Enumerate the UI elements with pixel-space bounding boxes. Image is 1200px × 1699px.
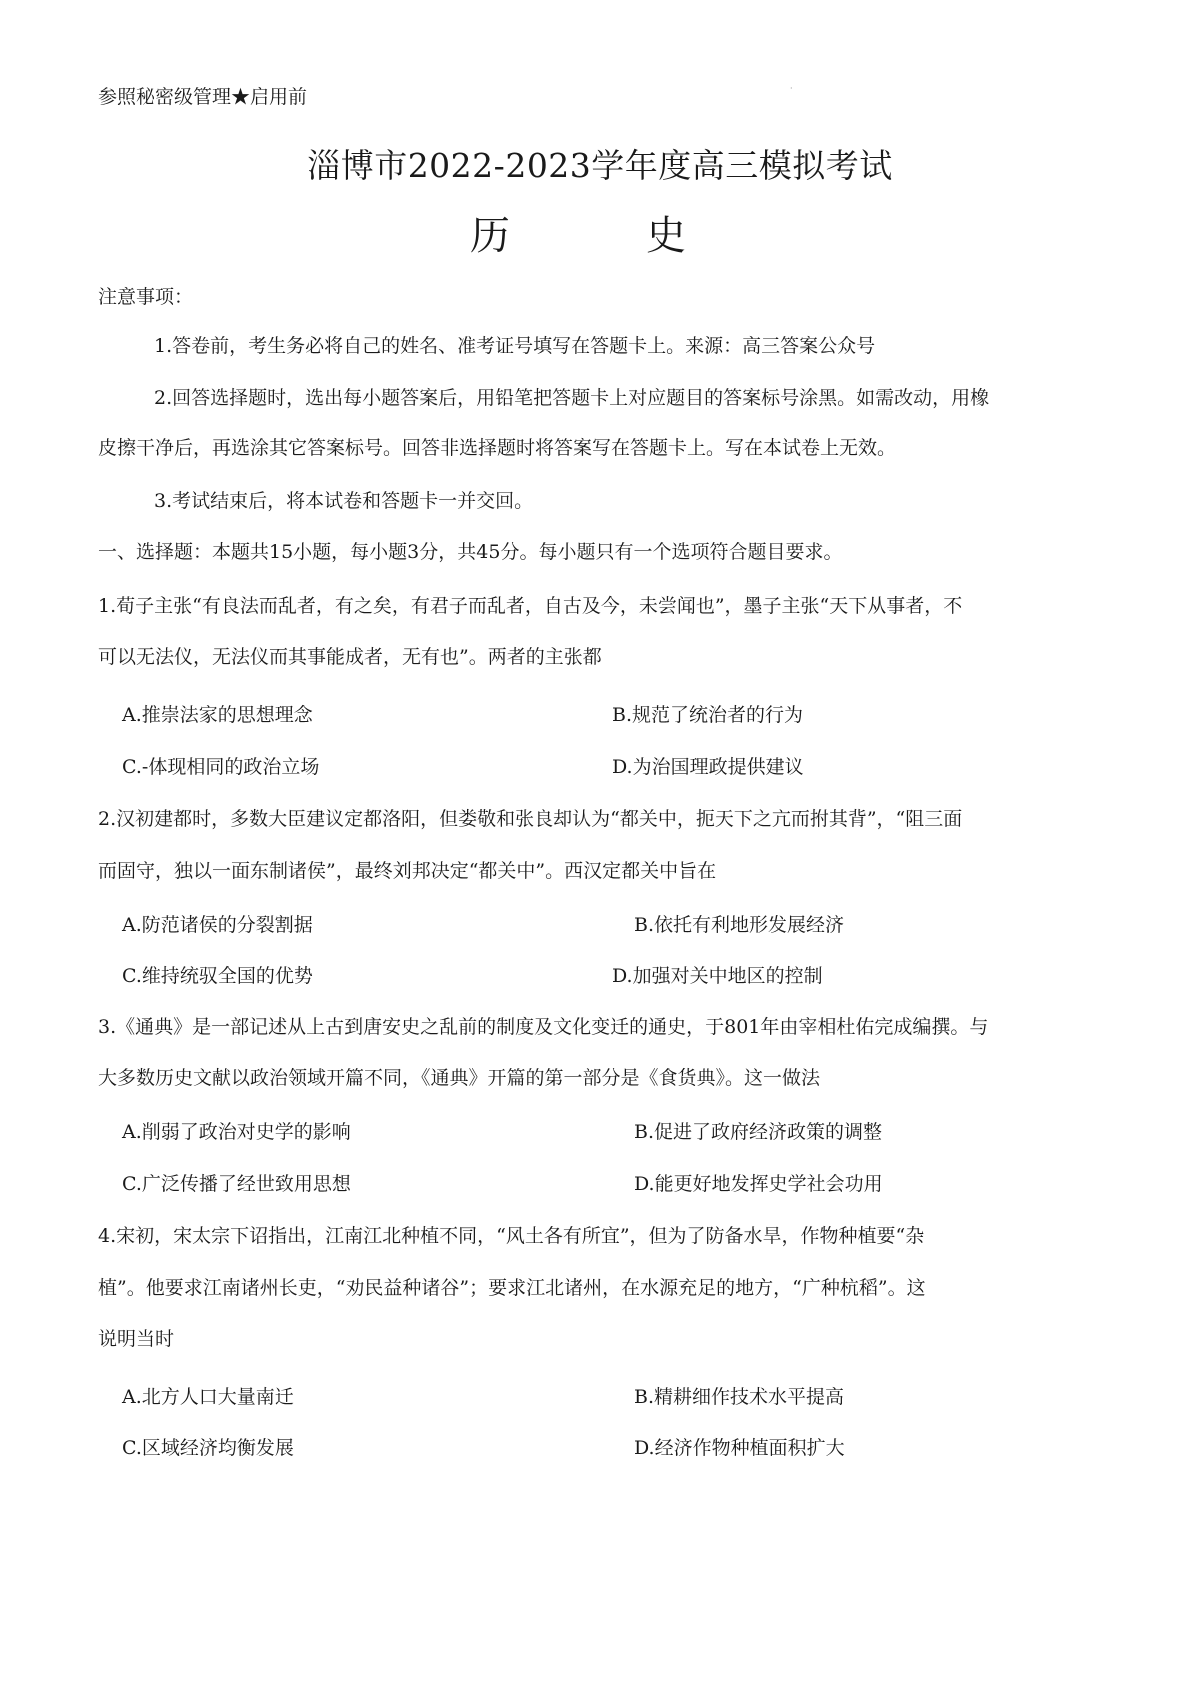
notice-item: 皮擦干净后，再选涂其它答案标号。回答非选择题时将答案写在答题卡上。写在本试卷上无效。 <box>98 437 897 459</box>
subject-char-right: 史 <box>646 213 686 259</box>
question-2-option-a: A.防范诸侯的分裂割据 <box>122 914 313 936</box>
notice-heading: 注意事项： <box>98 286 194 308</box>
question-3-line: 大多数历史文献以政治领域开篇不同，《通典》开篇的第一部分是《食货典》。这一做法 <box>98 1067 821 1089</box>
question-3-option-b: B.促进了政府经济政策的调整 <box>634 1121 883 1143</box>
question-4-option-c: C.区域经济均衡发展 <box>122 1437 294 1459</box>
section-heading: 一、选择题：本题共15小题，每小题3分，共45分。每小题只有一个选项符合题目要求。 <box>98 541 843 563</box>
notice-item: 3.考试结束后，将本试卷和答题卡一并交回。 <box>154 490 534 512</box>
question-3-option-c: C.广泛传播了经世致用思想 <box>122 1173 351 1195</box>
question-2-option-b: B.依托有利地形发展经济 <box>634 914 845 936</box>
question-4-option-b: B.精耕细作技术水平提高 <box>634 1386 845 1408</box>
question-3-option-d: D.能更好地发挥史学社会功用 <box>634 1173 883 1195</box>
question-1-line: 可以无法仪，无法仪而其事能成者，无有也”。两者的主张都 <box>98 646 602 668</box>
question-2-option-c: C.维持统驭全国的优势 <box>122 965 313 987</box>
secret-level-label: 参照秘密级管理★启用前 <box>98 86 308 108</box>
question-1-option-a: A.推崇法家的思想理念 <box>122 704 313 726</box>
question-3-option-a: A.削弱了政治对史学的影响 <box>122 1121 351 1143</box>
notice-item: 1.答卷前，考生务必将自己的姓名、准考证号填写在答题卡上。来源：高三答案公众号 <box>154 335 876 357</box>
question-4-line: 植”。他要求江南诸州长吏，“劝民益种诸谷”；要求江北诸州，在水源充足的地方，“广种杭稻”。这 <box>98 1277 926 1299</box>
question-1-line: 1.荀子主张“有良法而乱者，有之矣，有君子而乱者，自古及今，未尝闻也”，墨子主张“天下从事者，不 <box>98 595 963 617</box>
question-2-line: 而固守，独以一面东制诸侯”，最终刘邦决定“都关中”。西汉定都关中旨在 <box>98 860 717 882</box>
question-3-line: 3.《通典》是一部记述从上古到唐安史之乱前的制度及文化变迁的通史，于801年由宰相杜佑完成编撰。与 <box>98 1016 989 1038</box>
question-1-option-c: C.-体现相同的政治立场 <box>122 756 320 778</box>
subject-char-left: 历 <box>470 213 510 259</box>
question-1-option-b: B.规范了统治者的行为 <box>612 704 804 726</box>
question-4-line: 说明当时 <box>98 1328 175 1350</box>
question-2-option-d: D.加强对关中地区的控制 <box>612 965 823 987</box>
question-2-line: 2.汉初建都时，多数大臣建议定都洛阳，但娄敬和张良却认为“都关中，扼天下之亢而拊其背”，“阻三面 <box>98 808 963 830</box>
question-4-line: 4.宋初，宋太宗下诏指出，江南江北种植不同，“风土各有所宜”，但为了防备水旱，作物种植要“杂 <box>98 1225 925 1247</box>
exam-title: 淄博市2022-2023学年度高三模拟考试 <box>307 146 893 185</box>
question-4-option-a: A.北方人口大量南迁 <box>122 1386 294 1408</box>
corner-mark: · <box>790 84 793 93</box>
question-1-option-d: D.为治国理政提供建议 <box>612 756 804 778</box>
question-4-option-d: D.经济作物种植面积扩大 <box>634 1437 845 1459</box>
notice-item: 2.回答选择题时，选出每小题答案后，用铅笔把答题卡上对应题目的答案标号涂黑。如需改动，用橡 <box>154 387 990 409</box>
